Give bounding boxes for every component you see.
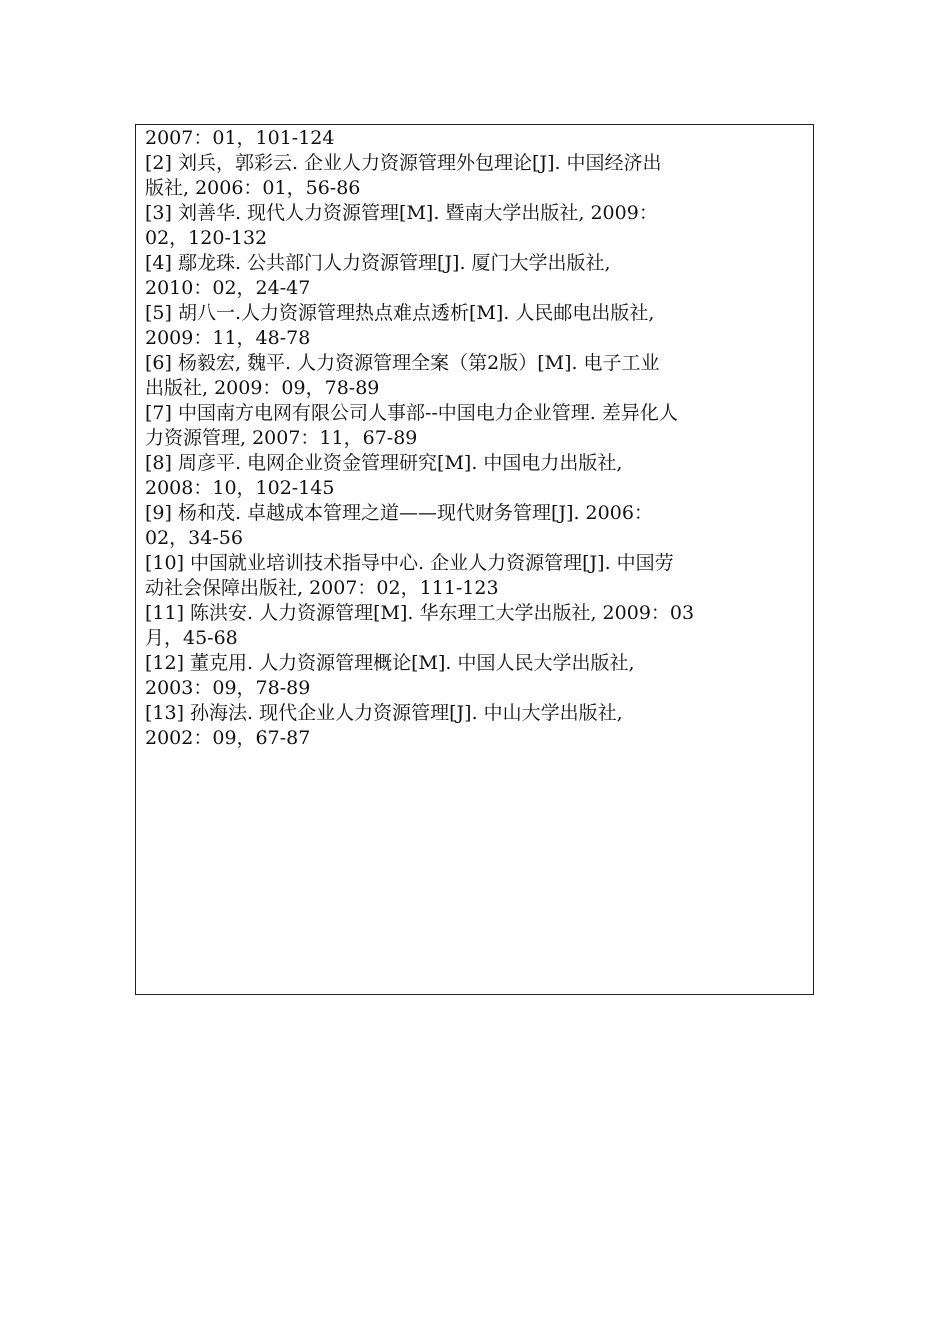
- reference-line: [11] 陈洪安. 人力资源管理[M]. 华东理工大学出版社, 2009：03: [145, 602, 695, 624]
- reference-line: 02，34-56: [145, 527, 243, 549]
- reference-line: [9] 杨和茂. 卓越成本管理之道——现代财务管理[J]. 2006：: [145, 502, 653, 524]
- reference-line: 2009：11，48-78: [145, 327, 311, 349]
- reference-line: [12] 董克用. 人力资源管理概论[M]. 中国人民大学出版社,: [145, 652, 635, 674]
- reference-line: 2002：09，67-87: [145, 727, 311, 749]
- reference-line: 力资源管理, 2007：11，67-89: [145, 427, 418, 449]
- reference-line: 版社, 2006：01，56-86: [145, 177, 361, 199]
- reference-line: [13] 孙海法. 现代企业人力资源管理[J]. 中山大学出版社,: [145, 702, 623, 724]
- reference-line: [6] 杨毅宏, 魏平. 人力资源管理全案（第2版）[M]. 电子工业: [145, 352, 660, 374]
- reference-line: [2] 刘兵，郭彩云. 企业人力资源管理外包理论[J]. 中国经济出: [145, 152, 662, 174]
- reference-line: 2007：01，101-124: [145, 127, 335, 149]
- reference-list: [145, 126, 809, 751]
- reference-line: [8] 周彦平. 电网企业资金管理研究[M]. 中国电力出版社,: [145, 452, 623, 474]
- reference-line: 2010：02，24-47: [145, 277, 311, 299]
- reference-line: [7] 中国南方电网有限公司人事部--中国电力企业管理. 差异化人: [145, 402, 678, 424]
- reference-line: [3] 刘善华. 现代人力资源管理[M]. 暨南大学出版社, 2009：: [145, 202, 658, 224]
- references-box: [135, 124, 814, 995]
- reference-line: 出版社, 2009：09，78-89: [145, 377, 380, 399]
- reference-line: [4] 鄢龙珠. 公共部门人力资源管理[J]. 厦门大学出版社,: [145, 252, 611, 274]
- reference-line: [5] 胡八一.人力资源管理热点难点透析[M]. 人民邮电出版社,: [145, 302, 655, 324]
- reference-line: [10] 中国就业培训技术指导中心. 企业人力资源管理[J]. 中国劳: [145, 552, 674, 574]
- reference-line: 2008：10，102-145: [145, 477, 335, 499]
- reference-line: 动社会保障出版社, 2007：02，111-123: [145, 577, 499, 599]
- reference-line: 2003：09，78-89: [145, 677, 311, 699]
- reference-line: 02，120-132: [145, 227, 268, 249]
- reference-line: 月，45-68: [145, 627, 238, 649]
